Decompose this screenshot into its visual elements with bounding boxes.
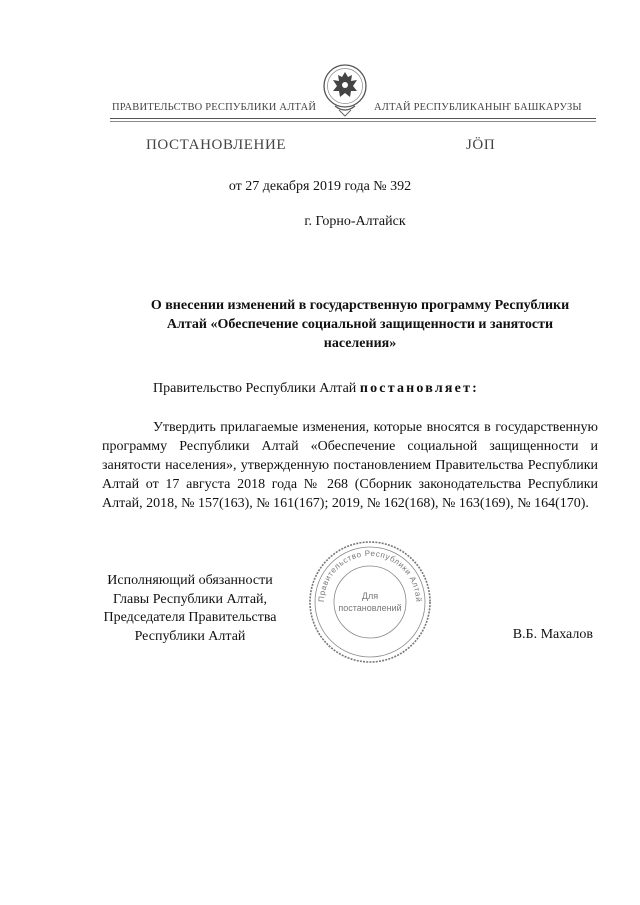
document-city: г. Горно-Алтайск <box>304 214 406 229</box>
stamp-ring-text: Правительство Республики Алтай <box>316 548 424 603</box>
signatory-position-line: Председателя Правительства <box>103 610 277 625</box>
signatory-name: В.Б. Махалов <box>512 627 593 642</box>
signatory-position-line: Республики Алтай <box>134 628 246 644</box>
coat-of-arms-emblem <box>321 58 369 120</box>
header-divider <box>110 118 596 119</box>
decree-intro <box>153 381 479 397</box>
document-type-altai: ЈӦП <box>466 137 496 153</box>
document-title: О внесении изменений в государственную программу Республики Алтай «Обеспечение социальной защищенности и занятости населения» <box>150 298 570 351</box>
decree-verb: постановляет: <box>359 381 480 396</box>
document-type-russian: ПОСТАНОВЛЕНИЕ <box>146 137 287 153</box>
official-stamp <box>306 538 434 666</box>
header-divider-thin <box>110 121 596 122</box>
government-name-altai: АЛТАЙ РЕСПУБЛИКАНЫҤ БАШКАРУЗЫ <box>374 102 582 113</box>
decree-body: Утвердить прилагаемые изменения, которые вносятся в государственную программу Республики Алтай «Обеспечение социальной защищенности и занятости населения», утвержденную постановлением Правительства Республики Алтай от 17 августа 2018 года № 268 (Сборник законодательства Республики Алтай, 2018, № 157(163), № 161(167); 2019, № 162(168), № 163(169), № 164(170). <box>102 420 598 511</box>
signatory-position-line: Исполняющий обязанности <box>107 573 273 588</box>
government-name-russian: ПРАВИТЕЛЬСТВО РЕСПУБЛИКИ АЛТАЙ <box>112 102 317 113</box>
stamp-center-line: Для <box>361 591 379 601</box>
signatory-position-line: Главы Республики Алтай, <box>112 591 268 607</box>
document-date-number: от 27 декабря 2019 года № 392 <box>228 179 412 194</box>
decree-subject: Правительство Республики Алтай <box>153 381 357 396</box>
signatory-position <box>80 572 300 646</box>
stamp-center-line: постановлений <box>338 603 402 613</box>
